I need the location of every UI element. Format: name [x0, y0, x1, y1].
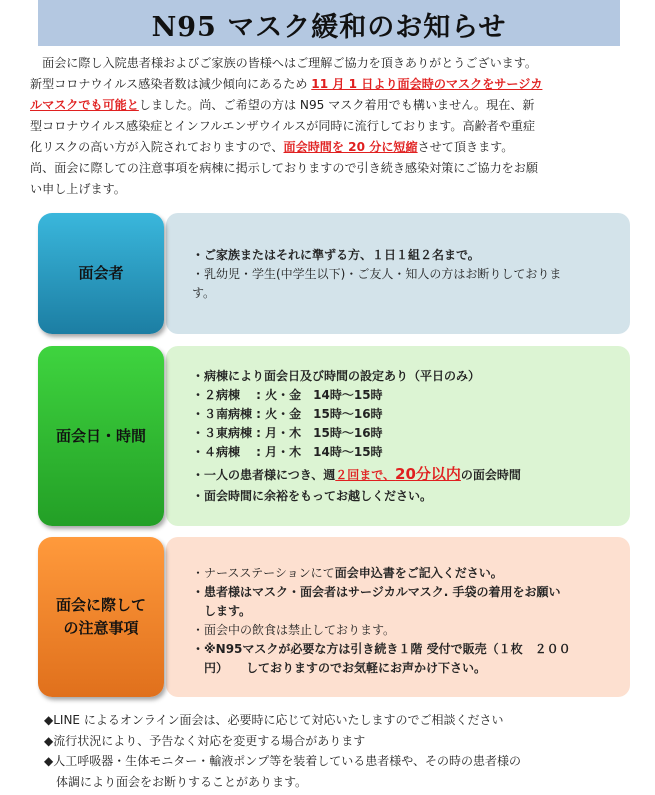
- page-title: N95 マスク緩和のお知らせ: [151, 12, 507, 43]
- visitors-line: ・ご家族またはそれに準ずる方、１日１組２名まで。: [192, 248, 480, 262]
- visit-duration-limit: 20分以内: [395, 465, 461, 483]
- intro-text: 新型コロナウイルス感染者数は減少傾向にあるため: [30, 77, 312, 91]
- visitors-line: ・乳幼児・学生(中学生以下)・ご友人・知人の方はお断りしておりま: [192, 267, 562, 281]
- notes-line: 円） しておりますのでお気軽にお声かけ下さい。: [192, 661, 487, 675]
- visit-count-limit: ２回まで、: [335, 468, 396, 482]
- schedule-line: ・病棟により面会日及び時間の設定あり（平日のみ）: [192, 369, 481, 383]
- schedule-details: [192, 367, 521, 506]
- visitors-tab: [38, 213, 164, 334]
- intro-line: [30, 137, 620, 158]
- visitors-details: [192, 246, 561, 303]
- visitors-label: 面会者: [78, 264, 124, 282]
- notes-text: ・ナースステーションにて: [192, 566, 335, 580]
- notes-line: ・患者様はマスク・面会者はサージカルマスク. 手袋の着用をお願い: [192, 585, 561, 599]
- notes-tab: [38, 537, 164, 697]
- visit-limit-text: ・一人の患者様につき、週: [192, 468, 336, 482]
- intro-line: 型コロナウイルス感染症とインフルエンザウイルスが同時に流行しております。高齢者や重症: [30, 119, 536, 133]
- footer-note: ◆流行状況により、予告なく対応を変更する場合があります: [44, 733, 366, 748]
- schedule-label: 面会日・時間: [55, 426, 146, 445]
- notes-line: [192, 564, 571, 583]
- notes-details: [192, 564, 571, 678]
- notes-label: [56, 594, 146, 640]
- notes-label-line: 面会に際して: [55, 596, 146, 614]
- ward-schedule: ・３南病棟 : 火・金 15時～16時: [192, 407, 383, 421]
- notes-label-line: の注意事項: [63, 619, 139, 637]
- intro-text: させて頂きます。: [417, 140, 514, 154]
- intro-line: い申し上げます。: [30, 182, 126, 196]
- notes-line: ・面会中の飲食は禁止しております。: [192, 623, 396, 637]
- ward-schedule: ・４病棟 : 月・木 14時～15時: [192, 445, 383, 459]
- application-form-text: 面会申込書をご記入ください。: [334, 566, 503, 580]
- schedule-line: ・面会時間に余裕をもってお越しください。: [192, 489, 433, 503]
- ward-schedule: ・３東病棟 : 月・木 15時～16時: [192, 426, 383, 440]
- visit-time-highlight: 面会時間を 20 分に短縮: [283, 140, 418, 154]
- mask-easing-highlight-cont: ルマスクでも可能と: [30, 98, 139, 112]
- title-band: [38, 0, 620, 46]
- intro-text: 化リスクの高い方が入院されておりますので、: [30, 140, 284, 154]
- footer-note: ◆人工呼吸器・生体モニター・輸液ポンプ等を装着している患者様や、その時の患者様の: [44, 754, 521, 768]
- mask-easing-highlight: 11 月 1 日より面会時のマスクをサージカ: [311, 77, 543, 91]
- intro-text: しました。尚、ご希望の方は N95 マスク着用でも構いません。現在、新: [138, 98, 535, 112]
- intro-line: [30, 74, 620, 95]
- intro-line: [30, 95, 620, 116]
- notes-line: します。: [192, 604, 252, 618]
- intro-line: 尚、面会に際しての注意事項を病棟に掲示しておりますので引き続き感染対策にご協力をお願: [30, 161, 538, 175]
- footer-note: ◆LINE によるオンライン面会は、必要時に応じて対応いたしますのでご相談ください: [44, 713, 504, 727]
- schedule-tab: [38, 346, 164, 526]
- visit-limit-line: [192, 462, 521, 487]
- footer-note: 体調により面会をお断りすることがあります。: [44, 774, 308, 789]
- ward-schedule: ・２病棟 : 火・金 14時～15時: [192, 388, 383, 402]
- intro-line: 面会に際し入院患者様およびご家族の皆様へはご理解ご協力を頂きありがとうございます。: [30, 56, 537, 70]
- footer-notes: [44, 710, 521, 792]
- notes-line: ・※N95マスクが必要な方は引き続き１階 受付で販売（１枚 ２００: [192, 642, 571, 656]
- intro-paragraph: [30, 53, 620, 200]
- visitors-line: す。: [192, 286, 216, 300]
- visit-limit-text: の面会時間: [460, 468, 521, 482]
